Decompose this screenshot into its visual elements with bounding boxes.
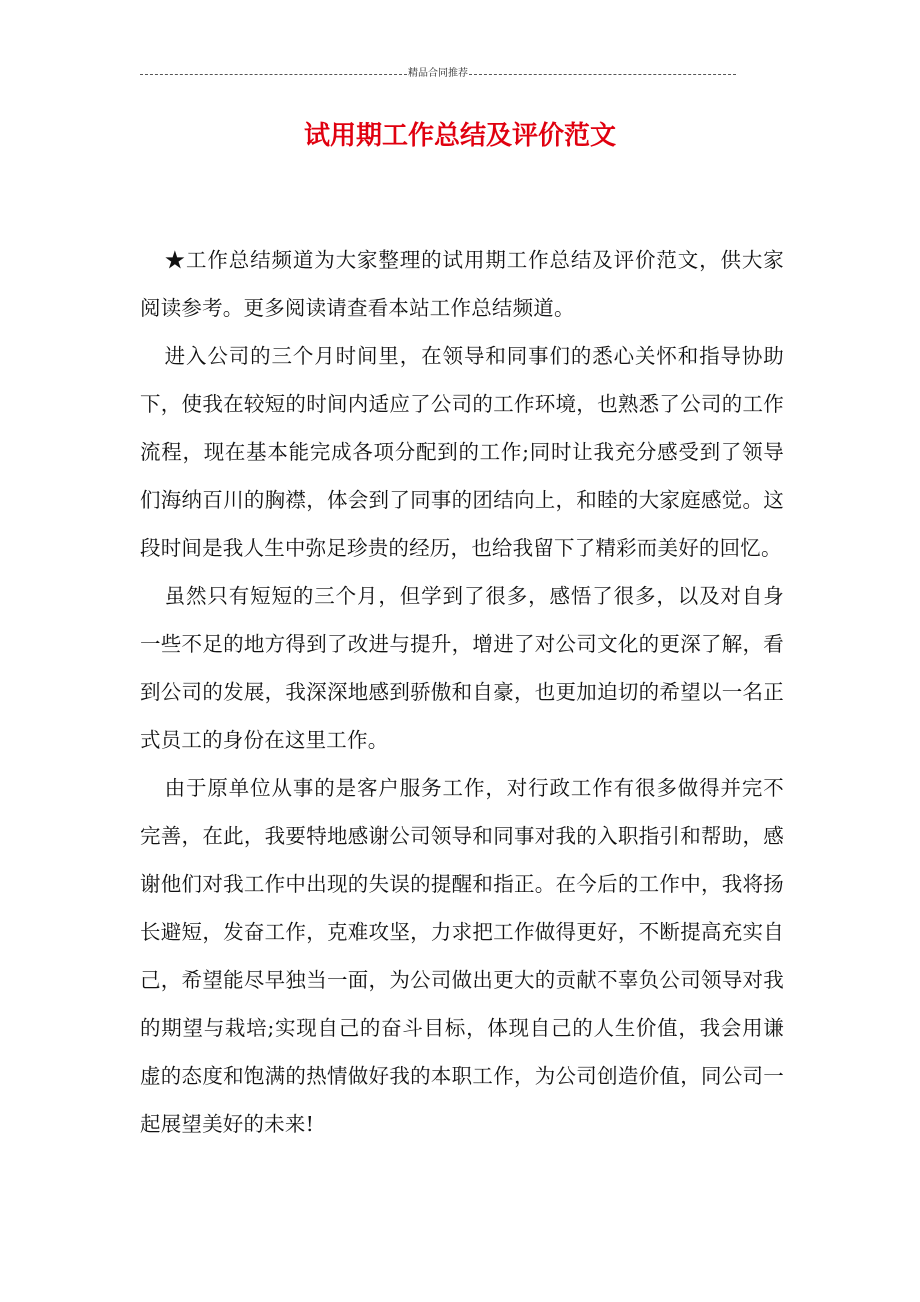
paragraph-3: 由于原单位从事的是客户服务工作，对行政工作有很多做得并完不完善，在此，我要特地感谢公司领导和同事对我的入职指引和帮助，感谢他们对我工作中出现的失误的提醒和指正。在今后的工作中，我将扬长避短，发奋工作，克难攻坚，力求把工作做得更好，不断提高充实自己，希望能尽早独当一面，为公司做出更大的贡献不辜负公司领导对我的期望与栽培;实现自己的奋斗目标，体现自己的人生价值，我会用谦虚的态度和饱满的热情做好我的本职工作，为公司创造价值，同公司一起展望美好的未来! (140, 776, 784, 1136)
page-header (140, 66, 736, 82)
paragraph-2: 虽然只有短短的三个月，但学到了很多，感悟了很多，以及对自身一些不足的地方得到了改进与提升，增进了对公司文化的更深了解，看到公司的发展，我深深地感到骄傲和自豪，也更加迫切的希望以一名正式员工的身份在这里工作。 (140, 584, 784, 752)
document-body (140, 236, 784, 1148)
header-label: 精品合同推荐 (408, 68, 468, 79)
header-dash-left (140, 74, 407, 75)
header-dash-right (469, 74, 736, 75)
paragraph-1: 进入公司的三个月时间里，在领导和同事们的悉心关怀和指导协助下，使我在较短的时间内适应了公司的工作环境，也熟悉了公司的工作流程，现在基本能完成各项分配到的工作;同时让我充分感受到了领导们海纳百川的胸襟，体会到了同事的团结向上，和睦的大家庭感觉。这段时间是我人生中弥足珍贵的经历，也给我留下了精彩而美好的回忆。 (140, 344, 784, 560)
paragraph-intro: ★工作总结频道为大家整理的试用期工作总结及评价范文，供大家阅读参考。更多阅读请查看本站工作总结频道。 (140, 248, 784, 320)
document-title: 试用期工作总结及评价范文 (303, 121, 616, 151)
